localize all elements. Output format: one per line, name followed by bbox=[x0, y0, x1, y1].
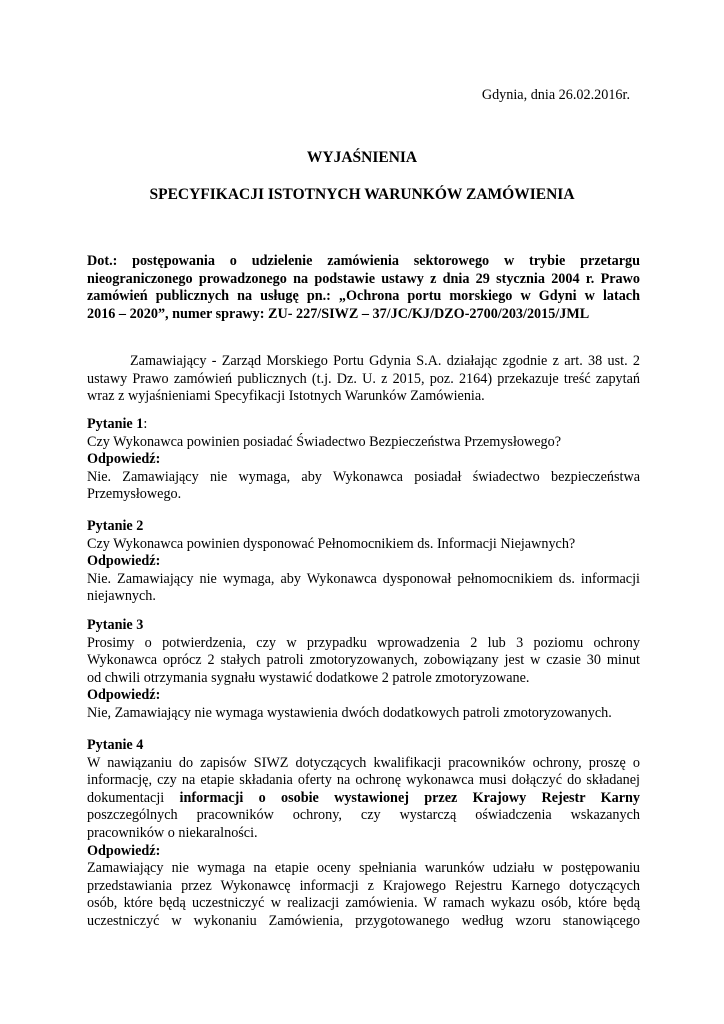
question-3-line: od chwili otrzymania sygnału wystawić dodatkowe 2 patrole zmotoryzowane. bbox=[87, 669, 530, 686]
subject-reference bbox=[87, 253, 640, 323]
subject-line: zamówień publicznych na usługę pn.: „Ochrona portu morskiego w Gdyni w latach bbox=[87, 288, 640, 305]
question-4-line: poszczególnych pracowników ochrony, czy wystarczą oświadczenia wskazanych bbox=[87, 807, 640, 824]
question-1-heading bbox=[87, 416, 640, 434]
question-4-line: informację, czy na etapie składania oferty na ochronę wykonawca musi dołączyć do składanej bbox=[87, 772, 640, 789]
answer-4-label: Odpowiedź: bbox=[87, 842, 161, 859]
answer-1-line: Nie. Zamawiający nie wymaga, aby Wykonawca posiadał świadectwo bezpieczeństwa bbox=[87, 468, 640, 485]
question-heading-suffix: : bbox=[143, 416, 148, 432]
intro-line: wraz z wyjaśnieniami Specyfikacji Istotnych Warunków Zamówienia. bbox=[87, 388, 485, 405]
intro-line: ustawy Prawo zamówień publicznych (t.j. Dz. U. z 2015, poz. 2164) przekazuje treść zapytań bbox=[87, 370, 640, 387]
answer-1-line: Przemysłowego. bbox=[87, 486, 182, 503]
answer-4-line: przedstawiania przez Wykonawcę informacji z Krajowego Rejestru Karnego dotyczących bbox=[87, 877, 640, 894]
subject-line: 2016 – 2020”, numer sprawy: ZU- 227/SIWZ – 37/JC/KJ/DZO-2700/203/2015/JML bbox=[87, 305, 590, 322]
subject-line: Dot.: postępowania o udzielenie zamówienia sektorowego w trybie przetargu bbox=[87, 253, 640, 269]
answer-3-label: Odpowiedź: bbox=[87, 687, 161, 704]
question-3-line: Wykonawca oprócz 2 stałych patroli zmotoryzowanych, zobowiązany jest w czasie 30 minut bbox=[87, 652, 640, 669]
question-1 bbox=[87, 416, 640, 504]
question-2-text: Czy Wykonawca powinien dysponować Pełnomocnikiem ds. Informacji Niejawnych? bbox=[87, 535, 576, 552]
question-3-line: Prosimy o potwierdzenia, czy w przypadku wprowadzenia 2 lub 3 poziomu ochrony bbox=[87, 634, 640, 651]
question-heading-text: Pytanie 1 bbox=[87, 416, 144, 432]
question-4-heading: Pytanie 4 bbox=[87, 737, 144, 753]
answer-4-line: Zamawiający nie wymaga na etapie oceny spełniania warunków udziału w postępowaniu bbox=[87, 860, 640, 877]
question-4 bbox=[87, 737, 640, 931]
answer-2-label: Odpowiedź: bbox=[87, 553, 161, 570]
answer-2-line: Nie. Zamawiający nie wymaga, aby Wykonawca dysponował pełnomocnikiem ds. informacji bbox=[87, 570, 640, 587]
question-4-line: pracowników o niekaralności. bbox=[87, 824, 258, 841]
intro-paragraph bbox=[87, 353, 640, 406]
question-2 bbox=[87, 518, 640, 606]
answer-3-text: Nie, Zamawiający nie wymaga wystawienia dwóch dodatkowych patroli zmotoryzowanych. bbox=[87, 704, 612, 721]
intro-line: Zamawiający - Zarząd Morskiego Portu Gdynia S.A. działając zgodnie z art. 38 ust. 2 bbox=[130, 353, 640, 369]
question-4-line: W nawiązaniu do zapisów SIWZ dotyczących kwalifikacji pracowników ochrony, proszę o bbox=[87, 754, 640, 771]
answer-4-line: uczestniczyć w wykonaniu Zamówienia, przygotowanego według wzoru stanowiącego bbox=[87, 912, 640, 929]
answer-1-label: Odpowiedź: bbox=[87, 451, 161, 468]
question-3-heading: Pytanie 3 bbox=[87, 617, 144, 633]
answer-2-line: niejawnych. bbox=[87, 588, 156, 605]
question-2-heading: Pytanie 2 bbox=[87, 518, 144, 534]
answer-4-line: osób, które będą uczestniczyć w realizacji zamówienia. W ramach wykazu osób, które będą bbox=[87, 895, 640, 912]
question-4-text-bold: informacji o osobie wystawionej przez Krajowy Rejestr Karny bbox=[179, 789, 640, 806]
question-4-text-pre: dokumentacji bbox=[87, 789, 165, 806]
question-3 bbox=[87, 617, 640, 723]
document-title: WYJAŚNIENIA bbox=[306, 149, 418, 166]
question-4-line bbox=[87, 790, 640, 808]
subject-line: nieograniczonego prowadzonego na podstawie ustawy z dnia 29 stycznia 2004 r. Prawo bbox=[87, 270, 640, 287]
document-date: Gdynia, dnia 26.02.2016r. bbox=[481, 87, 630, 103]
document-subtitle: SPECYFIKACJI ISTOTNYCH WARUNKÓW ZAMÓWIENIA bbox=[149, 186, 575, 203]
question-1-text: Czy Wykonawca powinien posiadać Świadectwo Bezpieczeństwa Przemysłowego? bbox=[87, 433, 562, 450]
